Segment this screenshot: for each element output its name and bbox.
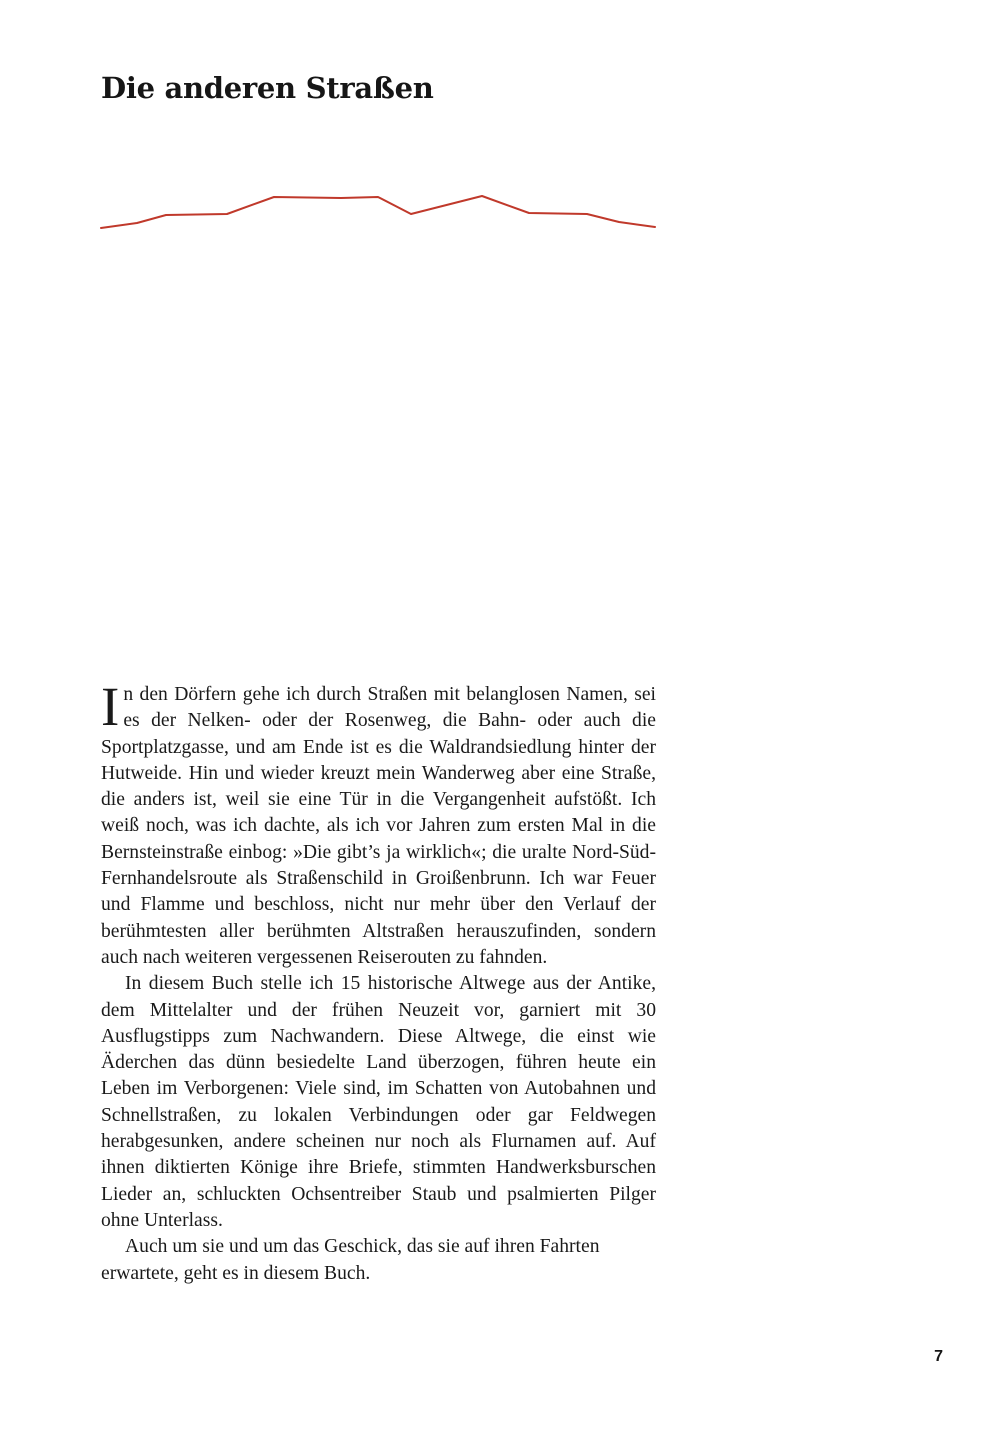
paragraph-2: In diesem Buch stelle ich 15 historische Altwege aus der Antike, dem Mittelalter und der frühen Neuzeit vor, garniert mit 30 Ausflugstipps zum Nachwandern. Diese Altwege, die einst wie Äderchen das dünn besiedelte Land überzogen, führen heute ein Leben im Verborgenen: Viele sind, im Schatten von Autobahnen und Schnellstraßen, zu lokalen Verbindungen oder gar Feldwegen herabgesunken, andere scheinen nur noch als Flurnamen auf. Auf ihnen diktierten Könige ihre Briefe, stimmten Handwerksburschen Lieder an, schluckten Ochsentreiber Staub und psalmierten Pilger ohne Unterlass. [101, 973, 656, 1231]
paragraph-3: Auch um sie und um das Geschick, das sie auf ihren Fahrten erwartete, geht es in diesem Buch. [101, 1236, 600, 1284]
paragraph-1-text: n den Dörfern gehe ich durch Straßen mit belanglosen Namen, sei es der Nelken- oder der Rosenweg, die Bahn- oder auch die Sportplatzgasse, und am Ende ist es die Waldrandsiedlung hinter der Hutweide. Hin und wieder kreuzt mein Wanderweg aber eine Straße, die anders ist, weil sie eine Tür in die Vergangenheit aufstößt. Ich weiß noch, was ich dachte, als ich vor Jahren zum ersten Mal in die Bernsteinstraße einbog: »Die gibt’s ja wirklich«; die uralte Nord-Süd-Fernhandelsroute als Straßenschild in Groißenbrunn. Ich war Feuer und Flamme und beschloss, nicht nur mehr über den Verlauf der berühmtesten aller berühmten Altstraßen herauszufinden, sondern auch nach weiteren vergessenen Reiserouten zu fahnden. [101, 684, 656, 968]
route-polyline [101, 196, 655, 228]
page-title: Die anderen Straßen [101, 71, 434, 105]
page-number: 7 [934, 1348, 943, 1365]
paragraph-1 [101, 676, 656, 971]
drop-cap: I [101, 676, 120, 737]
decorative-route-line [0, 0, 1000, 300]
body-text [101, 676, 656, 1287]
